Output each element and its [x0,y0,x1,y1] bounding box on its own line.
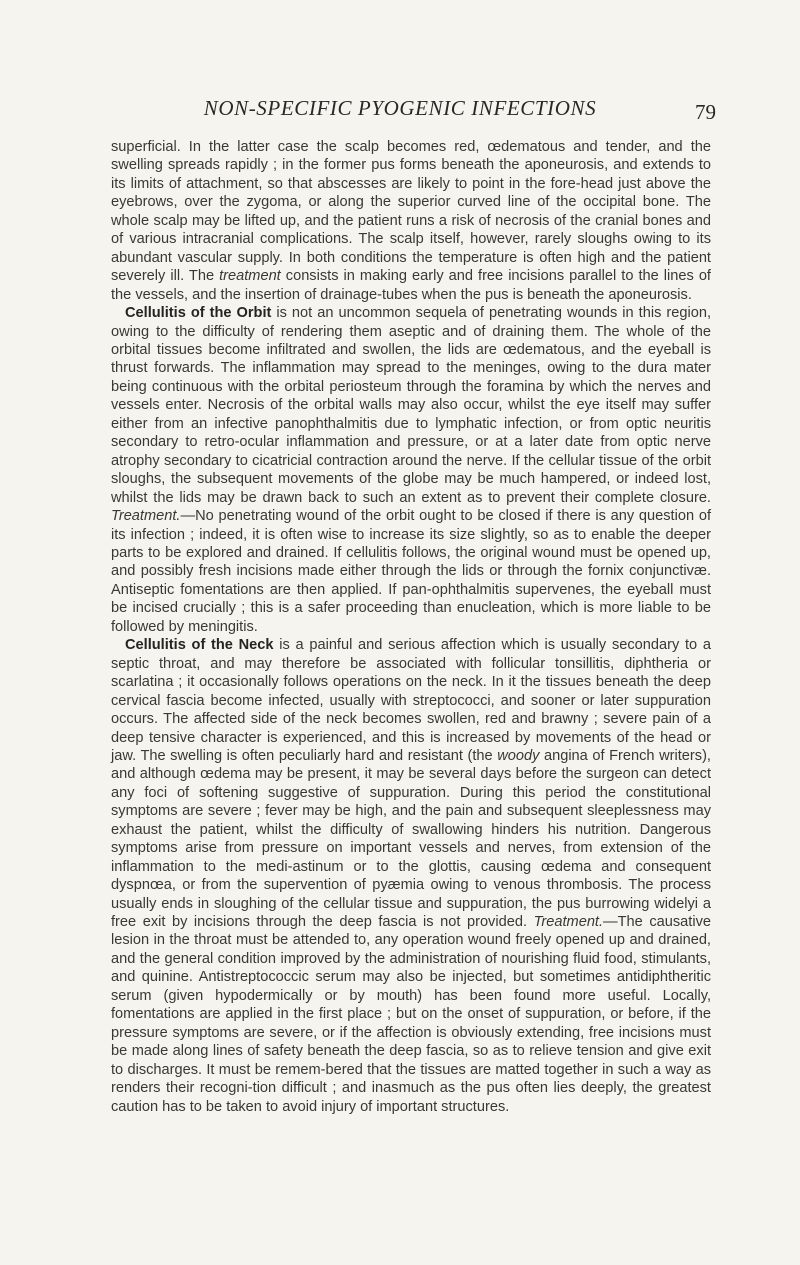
woody-term: woody [497,747,540,764]
section-heading: Cellulitis of the Orbit [125,305,272,322]
treatment-label: Treatment. [111,508,181,525]
treatment-label: treatment [219,268,281,285]
paragraph-text: is not an uncommon sequela of penetrating wounds in this region, owing to the difficulty of rendering them aseptic and of draining them. The whole of the orbital tissues become infiltrated and swollen, the lids are œdematous, and the eyeball is thrust forwards. The inflammation may spread to the meninges, owing to the dura mater being continuous with the orbital periosteum through the foramina by which the nerves and vessels enter. Necrosis of the orbital walls may also occur, whilst the eye itself may suffer either from an infective panophthalmitis due to lymphatic infection, or from optic neuritis secondary to retro-ocular inflammation and pressure, or at a later date from optic nerve atrophy secondary to cicatricial contraction around the nerve. If the cellular tissue of the orbit sloughs, the subsequent movements of the globe may be much hampered, or indeed lost, whilst the lids may be drawn back to such an extent as to prevent their complete closure. [111,305,711,506]
paragraph-text: consists in making early and free incisions parallel to the lines of the vessels, and the insertion of drainage-tubes when the pus is beneath the aponeurosis. [111,268,711,303]
page-header [0,96,800,124]
paragraph-text: —The causative lesion in the throat must be attended to, any operation wound freely opened up and drained, and the general condition improved by the administration of nourishing fluid food, stimulants, and quinine. Antistreptococcic serum may also be injected, but sometimes antidiphtheritic serum (given hypodermically or by mouth) has been found more useful. Locally, fomentations are applied in the first place ; but on the onset of suppuration, or before, if the pressure symptoms are severe, or if the affection is obviously extending, free incisions must be made along lines of safety beneath the deep fascia, so as to relieve tension and give exit to discharges. It must be remem-bered that the tissues are matted together in such a way as renders their recogni-tion difficult ; and inasmuch as the pus often lies deeply, the greatest caution has to be taken to avoid injury of important structures. [111,914,711,1115]
paragraph-text: angina of French writers), and although œdema may be present, it may be several days before the surgeon can detect any foci of softening suggestive of suppuration. During this period the constitutional symptoms are severe ; fever may be high, and the pain and subsequent sleeplessness may exhaust the patient, whilst the difficulty of swallowing hinders his nutrition. Dangerous symptoms arise from pressure on important vessels and nerves, from extension of the inflammation to the medi-astinum or to the glottis, causing œdema and consequent dyspnœa, or from the supervention of pyæmia owing to venous thrombosis. The process usually ends in sloughing of the cellular tissue and suppuration, the pus burrowing widelyi a free exit by incisions through the deep fascia is not provided. [111,747,711,931]
section-heading: Cellulitis of the Neck [125,637,274,654]
treatment-label: Treatment. [533,914,604,931]
page-number: 79 [695,100,716,124]
paragraph-text: is a painful and serious affection which is usually secondary to a septic throat, and may therefore be associated with follicular tonsillitis, diphtheria or scarlatina ; it occasionally follows operations on the neck. In it the tissues beneath the deep cervical fascia become infected, usually with streptococci, and sooner or later suppuration occurs. The affected side of the neck becomes swollen, red and brawny ; severe pain of a deep tensive character is experienced, and this is increased by movements of the head or jaw. The swelling is often peculiarly hard and resistant (the [111,637,711,764]
paragraph-text: superficial. In the latter case the scalp becomes red, œdematous and tender, and the swelling spreads rapidly ; in the former pus forms beneath the aponeurosis, and extends to its limits of attachment, so that abscesses are likely to point in the fore-head just above the eyebrows, over the zygoma, or along the superior curved line of the occipital bone. The whole scalp may be lifted up, and the patient runs a risk of necrosis of the cranial bones and of various intracranial complications. The scalp itself, however, rarely sloughs owing to its abundant vascular supply. In both conditions the temperature is often high and the patient severely ill. The [111,139,711,285]
body-text [111,138,711,1116]
paragraph-cellulitis-orbit [111,304,711,636]
paragraph-text: —No penetrating wound of the orbit ought to be closed if there is any question of its infection ; indeed, it is often wise to increase its size slightly, so as to enable the deeper parts to be explored and drained. If cellulitis follows, the original wound must be opened up, and possibly fresh incisions made either through the lids or through the fornix conjunctivæ. Antiseptic fomentations are then applied. If pan-ophthalmitis supervenes, the eyeball must be incised crucially ; this is a safer proceeding than enucleation, which is more liable to be followed by meningitis. [111,508,711,635]
running-title: NON-SPECIFIC PYOGENIC INFECTIONS [203,96,597,120]
paragraph-cellulitis-neck [111,636,711,1116]
paragraph-scalp-continued [111,138,711,304]
